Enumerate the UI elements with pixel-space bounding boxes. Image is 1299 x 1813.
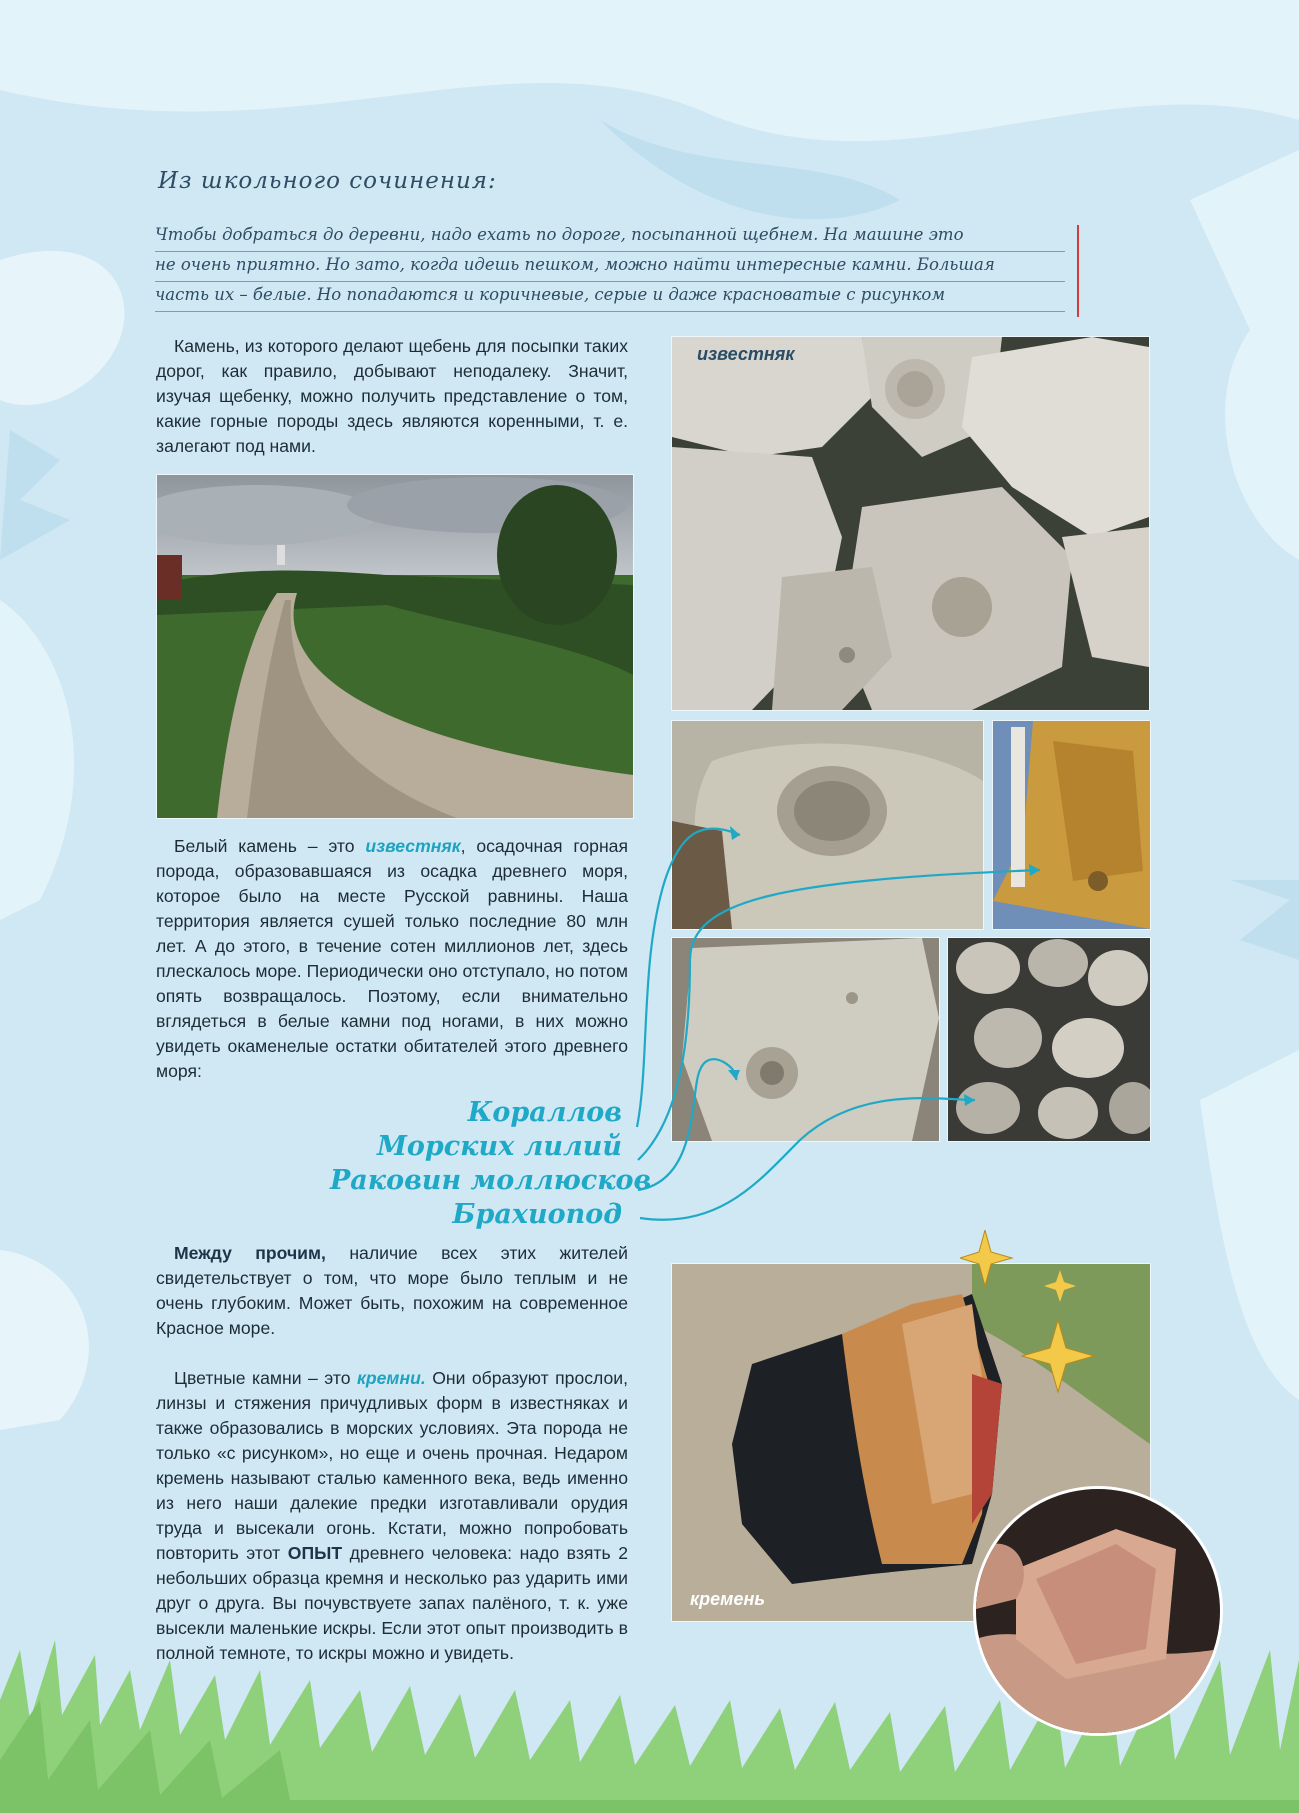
fossil-corals: Кораллов xyxy=(467,1097,622,1128)
essay-line: часть их – белые. Но попадаются и коричневые, серые и даже красноватые с рисунком xyxy=(155,282,1065,312)
fossil-brachiopods: Брахиопод xyxy=(452,1199,622,1230)
limestone-paragraph xyxy=(156,834,628,1084)
limestone-text-end: , осадочная горная порода, образовавшаяся из осадка древнего моря, которое было на месте Русской равнины. Наша территория является сушей только последние 80 млн лет. А до этого, в течение сотен миллионов лет, здесь плескалось море. Периодически оно отступало, но потом опять возвращалось. Поэтому, если внимательно вглядеться в белые камни под ногами, в них можно увидеть окаменелые остатки обитателей этого древнего моря: xyxy=(156,836,628,1081)
flint-text-middle: Они образуют прослои, линзы и стяжения причудливых форм в известняках и также образовались в морских условиях. Эта порода не только «с рисунком», но еще и очень прочная. Недаром кремень называют сталью каменного века, ведь именно из него наши далекие предки изготавливали орудия труда и высекали огонь. Кстати, можно попробовать повторить этот xyxy=(156,1368,628,1563)
by-the-way-paragraph xyxy=(156,1241,628,1341)
flint-in-hand-photo xyxy=(973,1486,1223,1736)
essay-margin-line xyxy=(1077,225,1079,317)
flint-text-end: древнего человека: надо взять 2 небольших образца кремня и несколько раз ударить ими друг о друга. Вы почувствуете запах палёного, т. к. уже высекли маленькие искры. Если этот опыт производить в полной темноте, то искры можно и увидеть. xyxy=(156,1543,628,1663)
flint-term: кремни. xyxy=(356,1368,426,1388)
essay-line: Чтобы добраться до деревни, надо ехать по дороге, посыпанной щебнем. На машине это xyxy=(155,222,1065,252)
brachiopod-fossil-photo xyxy=(947,937,1151,1142)
limestone-text-start: Белый камень – это xyxy=(174,836,366,856)
fossil-list xyxy=(330,1096,652,1232)
essay-quote xyxy=(155,222,1065,312)
flint-paragraph xyxy=(156,1366,628,1666)
sparkle-icon xyxy=(960,1230,1100,1430)
mollusk-fossil-photo xyxy=(671,937,940,1142)
intro-text: Камень, из которого делают щебень для посыпки таких дорог, как правило, добывают неподалеку. Значит, изучая щебенку, можно получить представление о том, какие горные породы здесь являются коренными, т. е. залегают под нами. xyxy=(156,336,628,456)
by-the-way-lead: Между прочим, xyxy=(174,1243,326,1263)
road-photo xyxy=(156,474,634,819)
essay-line: не очень приятно. Но зато, когда идешь пешком, можно найти интересные камни. Большая xyxy=(155,252,1065,282)
coral-fossil-photo xyxy=(671,720,984,930)
essay-heading: Из школьного сочинения: xyxy=(158,168,497,194)
by-the-way-text: наличие всех этих жителей свидетельствует о том, что море было теплым и не очень глубоким. Может быть, похожим на современное Красное море. xyxy=(156,1243,628,1338)
fossil-mollusk-shells: Раковин моллюсков xyxy=(330,1165,652,1196)
limestone-caption: известняк xyxy=(697,344,795,364)
fossil-crinoids: Морских лилий xyxy=(376,1131,622,1162)
limestone-photo xyxy=(671,336,1150,711)
flint-text-start: Цветные камни – это xyxy=(174,1368,357,1388)
crinoid-fossil-photo xyxy=(992,720,1151,930)
intro-paragraph xyxy=(156,334,628,459)
limestone-term: известняк xyxy=(365,836,461,856)
experiment-label: ОПЫТ xyxy=(287,1543,343,1563)
flint-caption: кремень xyxy=(690,1589,766,1609)
